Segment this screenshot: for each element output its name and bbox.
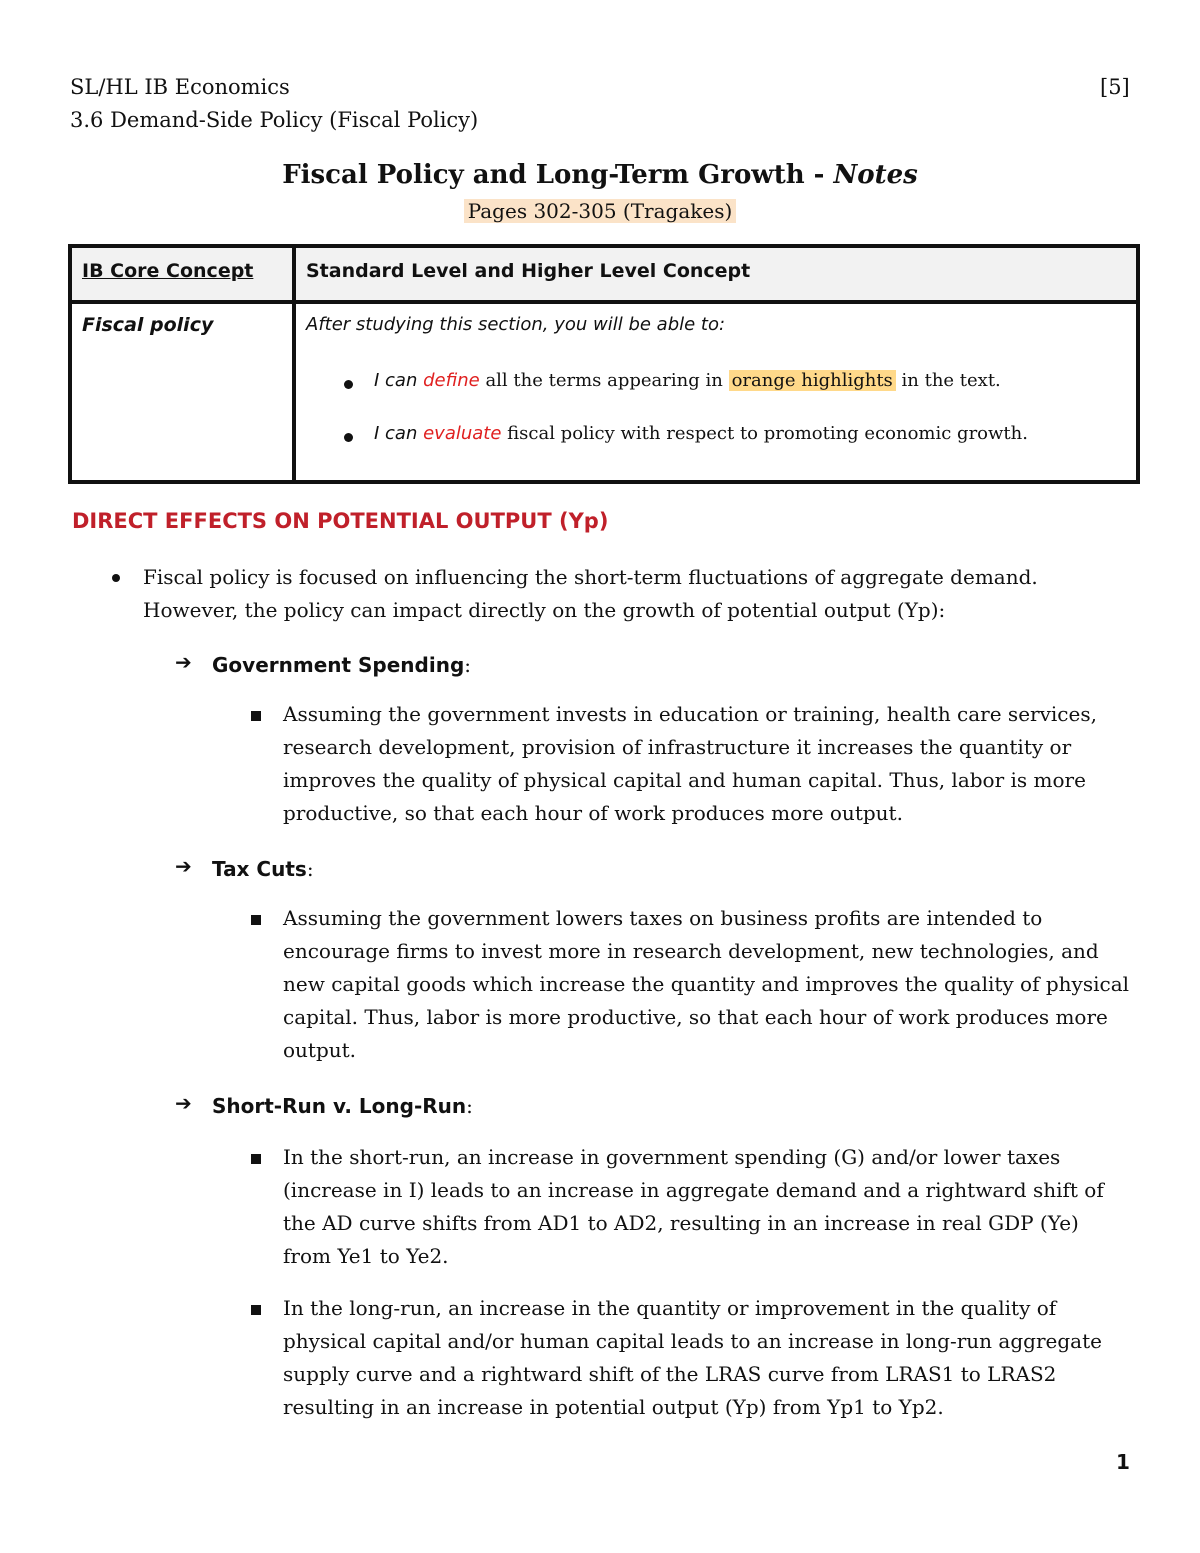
page-title-emphasis: Notes [833,160,918,190]
square-bullet-icon [251,1305,261,1315]
point-line: physical capital and/or human capital leads to an increase in long-run aggregate [283,1329,1102,1353]
objective-verb: evaluate [423,423,502,444]
page-number: 1 [1116,1450,1130,1474]
objective-text-end: in the text. [895,370,1001,391]
subsection-heading-label: Tax Cuts [212,857,307,881]
point-line: capital. Thus, labor is more productive, so that each hour of work produces more [283,1005,1108,1029]
page-reference: [5] [1100,75,1130,99]
objective-verb: define [423,370,480,391]
concept-name: Fiscal policy [82,314,214,336]
point-line: resulting in an increase in potential output (Yp) from Yp1 to Yp2. [283,1395,944,1419]
point-line: In the long-run, an increase in the quantity or improvement in the quality of [283,1296,1057,1320]
point-line: productive, so that each hour of work produces more output. [283,801,903,825]
square-bullet-icon [251,711,261,721]
square-bullet-icon [251,1154,261,1164]
objectives-intro: After studying this section, you will be able to: [306,314,726,335]
square-bullet-icon [251,915,261,925]
point-line: research development, provision of infrastructure it increases the quantity or [283,735,1072,759]
intro-line-2: However, the policy can impact directly on the growth of potential output (Yp): [143,598,946,622]
point-line: new capital goods which increase the quantity and improves the quality of physical [283,972,1130,996]
course-title: SL/HL IB Economics [70,75,290,99]
heading-colon: : [466,1094,473,1118]
objective-lead: I can [374,423,424,444]
subsection-heading-label: Short-Run v. Long-Run [212,1094,467,1118]
objective-item [374,370,1001,391]
point-line: Assuming the government invests in education or training, health care services, [283,702,1097,726]
bullet-icon [344,433,353,442]
point-line: from Ye1 to Ye2. [283,1244,449,1268]
unit-title: 3.6 Demand-Side Policy (Fiscal Policy) [70,108,479,132]
point-line: Assuming the government lowers taxes on business profits are intended to [283,906,1043,930]
bullet-icon [344,380,353,389]
table-header-level-concept: Standard Level and Higher Level Concept [306,260,751,282]
subsection-heading [212,1090,473,1123]
objective-text: all the terms appearing in [479,370,729,391]
point-line: output. [283,1038,357,1062]
bullet-icon [112,574,120,582]
table-header-core-concept: IB Core Concept [82,260,254,282]
subsection-heading-label: Government Spending [212,653,465,677]
arrow-right-icon: ➔ [175,650,192,674]
page-title [0,160,1200,190]
point-line: improves the quality of physical capital and human capital. Thus, labor is more [283,768,1086,792]
objective-text: fiscal policy with respect to promoting economic growth. [501,423,1028,444]
point-line: the AD curve shifts from AD1 to AD2, resulting in an increase in real GDP (Ye) [283,1211,1079,1235]
section-title: DIRECT EFFECTS ON POTENTIAL OUTPUT (Yp) [72,509,609,533]
pages-reference: Pages 302-305 (Tragakes) [464,199,737,223]
page-subtitle [0,199,1200,223]
table-divider-horizontal [72,300,1136,304]
heading-colon: : [306,857,314,881]
point-line: In the short-run, an increase in government spending (G) and/or lower taxes [283,1145,1061,1169]
point-line: encourage firms to invest more in research development, new technologies, and [283,939,1099,963]
heading-colon: : [464,653,472,677]
subsection-heading [212,649,471,682]
table-divider-vertical [292,248,296,480]
objective-item [374,423,1028,444]
point-line: supply curve and a rightward shift of the LRAS curve from LRAS1 to LRAS2 [283,1362,1057,1386]
page-title-main: Fiscal Policy and Long-Term Growth - [282,160,834,190]
point-line: (increase in I) leads to an increase in aggregate demand and a rightward shift of [283,1178,1104,1202]
intro-line-1: Fiscal policy is focused on influencing the short-term fluctuations of aggregate demand. [143,565,1038,589]
arrow-right-icon: ➔ [175,1091,192,1115]
objective-lead: I can [374,370,424,391]
concept-table [68,244,1140,484]
arrow-right-icon: ➔ [175,854,192,878]
subsection-heading [212,853,314,886]
orange-highlight-label: orange highlights [729,370,896,391]
